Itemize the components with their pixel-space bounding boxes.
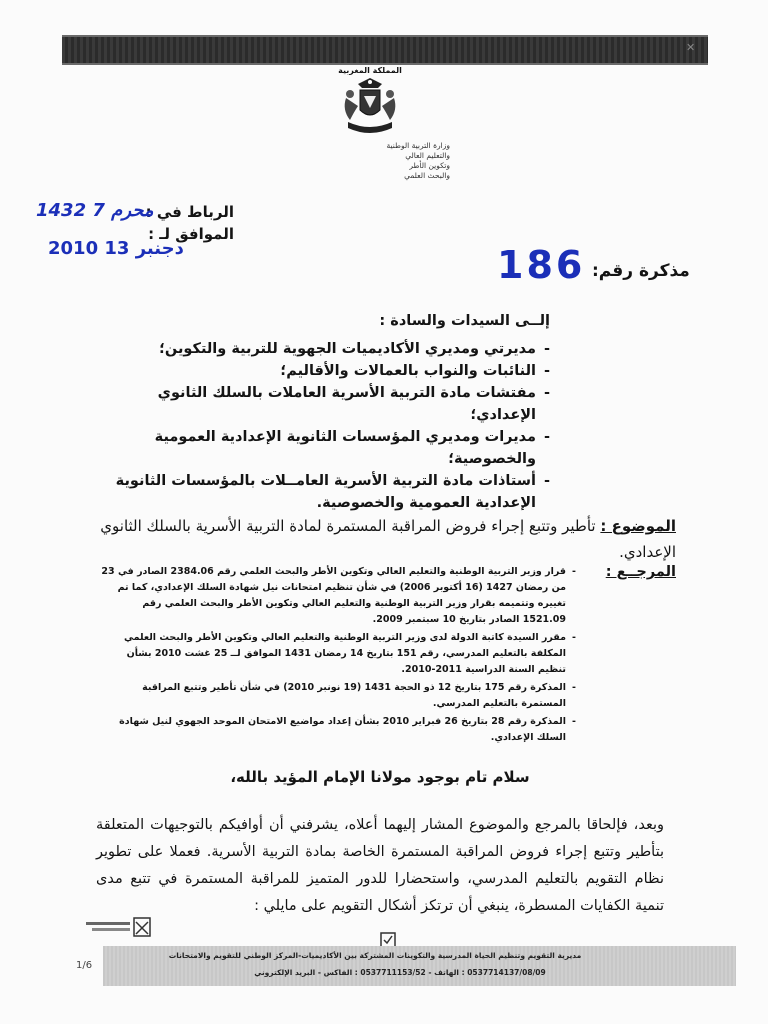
list-item: - المذكرة رقم 28 بتاريخ 26 فبراير 2010 بشأن إعداد مواضيع الامتحان الموحد الجهوي لنيل شهادة السلك الإعدادي.: [100, 714, 576, 746]
body-paragraph: وبعد، فإلحاقا بالمرجع والموضوع المشار إليهما أعلاه، يشرفني أن أوافيكم بالتوجيهات المتعلقة بتأطير وتتبع إجراء فروض المراقبة المستمرة الخاصة بمادة التربية الأسرية. فعملا على تطوير نظام التقويم بالتعليم المدرسي، واستحضارا للدور المتميز للمراقبة المستمرة في تتبع مدى تنمية الكفايات المسطرة، ينبغي أن ترتكز أشكال التقويم على مايلي :: [96, 817, 664, 914]
references-block: [100, 564, 676, 748]
list-item: - النائبات والنواب بالعمالات والأقاليم؛: [110, 360, 550, 382]
list-item: - قرار وزير التربية الوطنية والتعليم العالي وتكوين الأطر والبحث العلمي رقم 2384.06 الصادر في 23 من رمضان 1427 (16 أكتوبر 2006) في شأن تنظيم امتحانات نيل شهادة السلك الإعدادي، كما تم تغييره وتتميمه بقرار وزير التربية الوطنية والتعليم العالي وتكوين الأطر والبحث العلمي رقم 1521.09 الصادر بتاريخ 10 سبتمبر 2009.: [100, 564, 576, 628]
top-decorative-band: [62, 35, 708, 65]
references-label: المرجــع :: [605, 564, 676, 580]
list-item: - المذكرة رقم 175 بتاريخ 12 ذو الحجة 1431 (19 نونبر 2010) في شأن تأطير وتتبع المراقبة المستمرة بالتعليم المدرسي.: [100, 680, 576, 712]
list-item: - مقرر السيدة كاتبة الدولة لدى وزير التربية الوطنية والتعليم العالي وتكوين الأطر والبحث العلمي المكلفة بالتعليم المدرسي، رقم 151 بتاريخ 14 رمضان 1431 الموافق لــ 25 غشت 2010 بشأن تنظيم السنة الدراسية 2011-2010.: [100, 630, 576, 678]
page-number: 1/6: [76, 960, 93, 971]
footer-directorate: مديرية التقويم وتنظيم الحياة المدرسية والتكوينات المشتركة بين الأكاديميات-المركز الوطني للتقويم والامتحانات: [168, 951, 582, 960]
scan-mark-icon: ✕: [686, 41, 696, 54]
gregorian-date: 2010 دجنبر 13: [48, 238, 184, 259]
ministry-line: وتكوين الأطر: [409, 161, 450, 170]
subject-text: تأطير وتتبع إجراء فروض المراقبة المستمرة لمادة التربية الأسرية بالسلك الثانوي الإعدادي.: [100, 517, 676, 561]
subject-block: [100, 513, 676, 565]
footer-contacts: 0537714137/08/09 : الهاتف - 0537711153/52 : الفاكس - البريد الإلكتروني: [254, 968, 546, 977]
list-item: - أستاذات مادة التربية الأسرية العامــلات بالمؤسسات الثانوية الإعدادية العمومية والخصوصية.: [110, 470, 550, 514]
kingdom-title: المملكة المغربية: [338, 66, 402, 75]
hijri-date: 1432 محرم 7: [36, 200, 154, 221]
recipients-heading: إلــى السيدات والسادة :: [379, 313, 550, 329]
ministry-line: وزارة التربية الوطنية: [386, 141, 450, 150]
coat-of-arms-icon: [336, 76, 404, 140]
place-date-label: الرباط في :: [145, 203, 234, 221]
references-list: [100, 564, 676, 746]
recipients-list: [110, 338, 550, 514]
subject-label: الموضوع :: [600, 517, 676, 535]
ministry-block: [300, 141, 450, 181]
ministry-line: والبحث العلمي: [404, 171, 450, 180]
greeting: سلام تام بوجود مولانا الإمام المؤيد بالله،: [230, 768, 530, 786]
directorate-logo-icon: [82, 914, 154, 944]
memo-number: 186: [497, 243, 586, 287]
list-item: - مديرتي ومديري الأكاديميات الجهوية للتربية والتكوين؛: [110, 338, 550, 360]
list-item: - مديرات ومديري المؤسسات الثانوية الإعدادية العمومية والخصوصية؛: [110, 426, 550, 470]
ministry-line: والتعليم العالي: [405, 151, 450, 160]
list-item: - مفتشات مادة التربية الأسرية العاملات بالسلك الثانوي الإعدادي؛: [110, 382, 550, 426]
recipients-block: [110, 310, 550, 514]
memo-number-label: مذكرة رقم:: [592, 261, 690, 281]
gregorian-date-label: الموافق لـ :: [148, 225, 234, 243]
